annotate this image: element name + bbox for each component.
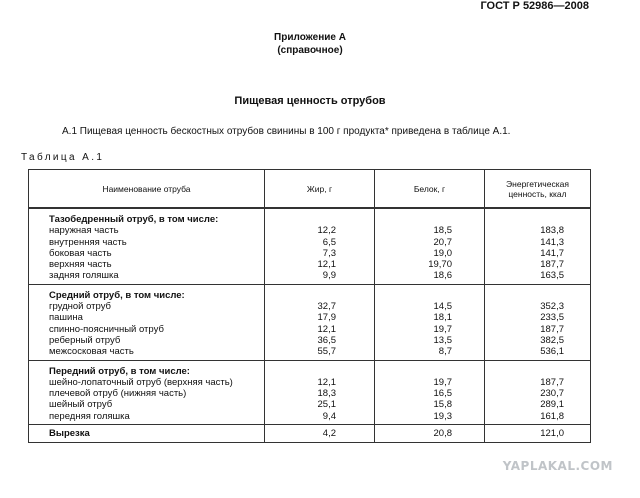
- group-hip: [29, 208, 591, 284]
- cut-name: грудной отруб: [49, 301, 111, 313]
- column-header-energy-line2: ценность, ккал: [508, 188, 567, 199]
- standard-number: ГОСТ Р 52986—2008: [480, 0, 589, 12]
- cut-name: пашина: [49, 312, 83, 324]
- energy-value: 187,7: [540, 259, 564, 271]
- protein-value: 8,7: [438, 346, 452, 358]
- energy-value: 161,8: [540, 410, 564, 422]
- section-title: Пищевая ценность отрубов: [234, 95, 386, 107]
- energy-cell: [485, 208, 591, 284]
- table-row: [29, 360, 591, 424]
- protein-value: 18,1: [433, 312, 452, 324]
- column-header-fat: Жир, г: [265, 170, 375, 209]
- fillet-fat: 4,2: [265, 425, 375, 443]
- table-label: Таблица А.1: [21, 152, 105, 163]
- protein-value: 18,5: [433, 225, 452, 237]
- fillet-protein: 20,8: [375, 425, 485, 443]
- group-title: Тазобедренный отруб, в том числе:: [49, 214, 219, 225]
- protein-value: 19,7: [433, 323, 452, 335]
- protein-value: 20,7: [433, 236, 452, 248]
- table-header-row: [29, 170, 591, 209]
- fat-value: 12,2: [317, 225, 336, 237]
- protein-value: 18,6: [433, 270, 452, 282]
- energy-cell: [485, 360, 591, 424]
- column-header-protein: Белок, г: [375, 170, 485, 209]
- cut-name: шейно-лопаточный отруб (верхняя часть): [49, 376, 233, 388]
- group-names-cell: [29, 360, 265, 424]
- fat-value: 9,4: [322, 410, 336, 422]
- group-front: [29, 360, 591, 424]
- protein-value: 13,5: [433, 334, 452, 346]
- fat-cell: [265, 208, 375, 284]
- table-row: [29, 284, 591, 360]
- fat-value: 17,9: [317, 312, 336, 324]
- cut-name: наружная часть: [49, 225, 119, 237]
- appendix-title: Приложение А: [274, 32, 346, 43]
- protein-cell: [375, 360, 485, 424]
- column-header-energy: [485, 170, 591, 209]
- appendix-heading: [0, 31, 620, 57]
- fillet-name: Вырезка: [29, 425, 265, 443]
- energy-value: 187,7: [540, 376, 564, 388]
- fat-value: 36,5: [317, 334, 336, 346]
- appendix-subtitle: (справочное): [277, 45, 343, 56]
- energy-value: 230,7: [540, 388, 564, 400]
- intro-paragraph: А.1 Пищевая ценность бескостных отрубов свинины в 100 г продукта* приведена в таблице А.1.: [62, 126, 511, 137]
- group-title: Передний отруб, в том числе:: [49, 365, 190, 377]
- group-title: Средний отруб, в том числе:: [49, 289, 185, 301]
- fat-value: 12,1: [317, 259, 336, 271]
- protein-cell: [375, 284, 485, 360]
- protein-value: 19,70: [428, 259, 452, 271]
- energy-value: 141,3: [540, 236, 564, 248]
- cut-name: внутренняя часть: [49, 236, 127, 248]
- energy-value: 163,5: [540, 270, 564, 282]
- table-row: [29, 425, 591, 443]
- cut-name: верхняя часть: [49, 259, 112, 271]
- protein-value: 14,5: [433, 301, 452, 313]
- energy-value: 141,7: [540, 247, 564, 259]
- fillet-group: [29, 425, 591, 443]
- energy-cell: [485, 284, 591, 360]
- protein-value: 19,3: [433, 410, 452, 422]
- fat-value: 25,1: [317, 399, 336, 411]
- fat-value: 7,3: [322, 247, 336, 259]
- group-names-cell: [29, 208, 265, 284]
- fat-value: 12,1: [317, 323, 336, 335]
- protein-value: 15,8: [433, 399, 452, 411]
- fat-cell: [265, 360, 375, 424]
- energy-value: 382,5: [540, 334, 564, 346]
- energy-value: 352,3: [540, 301, 564, 313]
- fat-value: 6,5: [322, 236, 336, 248]
- table-row: [29, 208, 591, 284]
- nutrition-table: [28, 169, 591, 443]
- cut-name: спинно-поясничный отруб: [49, 323, 164, 335]
- group-names-cell: [29, 284, 265, 360]
- energy-value: 233,5: [540, 312, 564, 324]
- fat-value: 9,9: [322, 270, 336, 282]
- fat-value: 55,7: [317, 346, 336, 358]
- protein-value: 19,0: [433, 247, 452, 259]
- watermark: YAPLAKAL.COM: [502, 459, 613, 473]
- cut-name: передняя голяшка: [49, 410, 130, 422]
- column-header-energy-line1: Энергетическая: [506, 178, 569, 189]
- energy-value: 536,1: [540, 346, 564, 358]
- protein-value: 16,5: [433, 388, 452, 400]
- cut-name: плечевой отруб (нижняя часть): [49, 388, 187, 400]
- cut-name: шейный отруб: [49, 399, 113, 411]
- group-middle: [29, 284, 591, 360]
- fat-value: 32,7: [317, 301, 336, 313]
- cut-name: задняя голяшка: [49, 270, 119, 282]
- column-header-name: Наименование отруба: [29, 170, 265, 209]
- cut-name: межсосковая часть: [49, 346, 134, 358]
- fat-cell: [265, 284, 375, 360]
- energy-value: 187,7: [540, 323, 564, 335]
- protein-value: 19,7: [433, 376, 452, 388]
- fillet-energy: 121,0: [485, 425, 591, 443]
- energy-value: 183,8: [540, 225, 564, 237]
- fat-value: 18,3: [317, 388, 336, 400]
- cut-name: боковая часть: [49, 247, 112, 259]
- cut-name: реберный отруб: [49, 334, 121, 346]
- fat-value: 12,1: [317, 376, 336, 388]
- energy-value: 289,1: [540, 399, 564, 411]
- protein-cell: [375, 208, 485, 284]
